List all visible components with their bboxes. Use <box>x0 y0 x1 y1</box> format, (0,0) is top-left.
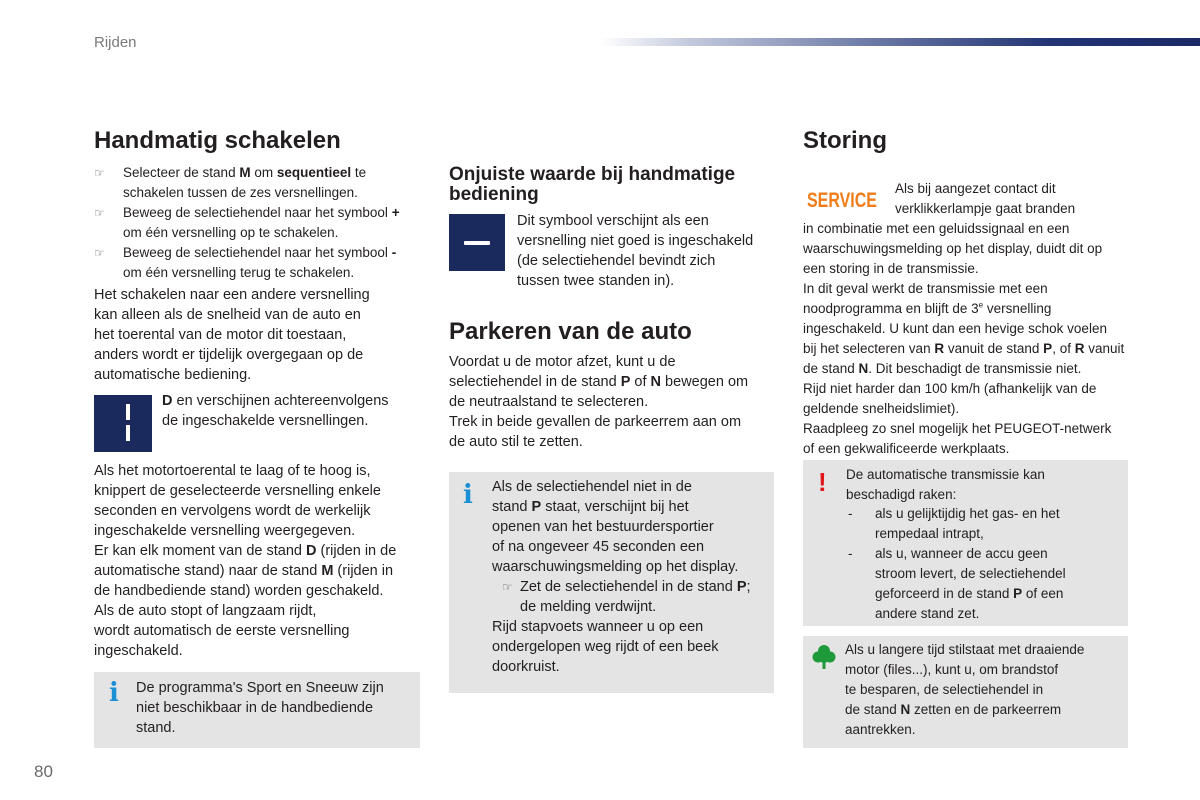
list-item: ☞ Zet de selectiehendel in de stand P; de melding verdwijnt. <box>502 579 751 615</box>
bullet-list <box>94 163 424 283</box>
eco-tip-box <box>803 636 1128 748</box>
warning-dash-list <box>846 504 1126 624</box>
list-item: ☞ Selecteer de stand M om sequentieel te schakelen tussen de zes versnellingen. <box>94 165 367 200</box>
display-text: D en verschijnen achtereenvolgens de ingeschakelde versnellingen. <box>162 393 389 429</box>
paragraph: Voordat u de motor afzet, kunt u de selectiehendel in de stand P of N bewegen om de neutraalstand te selecteren. Trek in beide gevallen de parkeerrem aan om de auto stil te zetten. <box>449 354 749 450</box>
info-text: De programma's Sport en Sneeuw zijn niet beschikbaar in de handbediende stand. <box>136 680 384 736</box>
heading-parkeren: Parkeren van de auto <box>449 318 692 345</box>
error-dash-icon <box>449 214 505 271</box>
gear-display-icon <box>94 395 152 452</box>
warning-box <box>803 460 1128 626</box>
list-item: ☞ Beweeg de selectiehendel naar het symbool - om één versnelling terug te schakelen. <box>94 245 397 280</box>
info-box <box>449 472 774 693</box>
paragraph: Als het motortoerental te laag of te hoog is, knippert de geselecteerde versnelling enkele seconden en vervolgens wordt de werkelijk ingeschakelde versnelling weergegeven. Er kan elk moment van de stand D (rijden in de automatische stand) naar de stand M (rijden in de handbediende stand) worden geschakeld. Als de auto stopt of langzaam rijdt, wordt automatisch de eerste versnelling ingeschakeld. <box>94 463 397 659</box>
hand-pointer-icon: ☞ <box>502 580 513 594</box>
info-box <box>94 672 420 748</box>
tree-icon <box>813 644 835 670</box>
info-icon: i <box>109 678 119 708</box>
hand-pointer-icon: ☞ <box>94 166 105 180</box>
info-icon: i <box>463 480 473 510</box>
tree-icon <box>813 644 835 670</box>
page-number: 80 <box>34 762 53 781</box>
list-item: ☞ Beweeg de selectiehendel naar het symbool + om één versnelling op te schakelen. <box>94 205 400 240</box>
section-label: Rijden <box>94 34 137 51</box>
list-item: - als u, wanneer de accu geen stroom levert, de selectiehendel geforceerd in de stand P of een andere stand zet. <box>848 546 1066 621</box>
heading-onjuiste-waarde: Onjuiste waarde bij handmatige bediening <box>449 164 736 205</box>
gear-display-icon <box>94 395 152 452</box>
paragraph: in combinatie met een geluidssignaal en een waarschuwingsmelding op het display, duidt dit op een storing in de transmissie. In dit geval werkt de transmissie met een noodprogramma en blijft de 3e versnelling ingeschakeld. U kunt dan een hevige schok voelen bij het selecteren van R vanuit de stand P, of R vanuit de stand N. Dit beschadigt de transmissie niet. Rijd niet harder dan 100 km/h (afhankelijk van de geldende snelheidslimiet). Raadpleeg zo snel mogelijk het PEUGEOT-netwerk of een gekwalificeerde werkplaats. <box>803 221 1125 456</box>
service-label: SERVICE <box>807 189 877 212</box>
service-warning-icon <box>805 185 879 213</box>
service-warning-icon <box>805 185 879 213</box>
symbol-text: Dit symbool verschijnt als een versnelling niet goed is ingeschakeld (de selectiehendel bevindt zich tussen twee standen in). <box>517 213 754 289</box>
hand-pointer-icon: ☞ <box>94 246 105 260</box>
warning-icon: ! <box>818 467 827 497</box>
paragraph: Het schakelen naar een andere versnelling kan alleen als de snelheid van de auto en het toerental van de motor dit toestaan, anders wordt er tijdelijk overgegaan op de automatische bediening. <box>94 287 370 383</box>
service-text: Als bij aangezet contact dit verklikkerlampje gaat branden <box>895 181 1076 216</box>
info-text: Als de selectiehendel niet in de stand P staat, verschijnt bij het openen van het bestuurdersportier of na ongeveer 45 seconden een waarschuwingsmelding op het display. ☞ Zet de selectiehendel in de stand P; de melding verdwijnt. Rijd stapvoets wanneer u op een ondergelopen weg rijdt of een beek doorkruist. <box>492 477 772 677</box>
hand-pointer-icon: ☞ <box>94 206 105 220</box>
eco-tip-text: Als u langere tijd stilstaat met draaiende motor (files...), kunt u, om brandstof te besparen, de selectiehendel in de stand N zetten en de parkeerrem aantrekken. <box>845 642 1085 737</box>
header-bar <box>600 38 1200 46</box>
warning-text: De automatische transmissie kan beschadigd raken: <box>846 467 1045 502</box>
heading-storing: Storing <box>803 127 887 154</box>
heading-handmatig-schakelen: Handmatig schakelen <box>94 127 341 154</box>
error-dash-icon <box>449 214 505 271</box>
list-item: - als u gelijktijdig het gas- en het rempedaal intrapt, <box>848 506 1060 541</box>
